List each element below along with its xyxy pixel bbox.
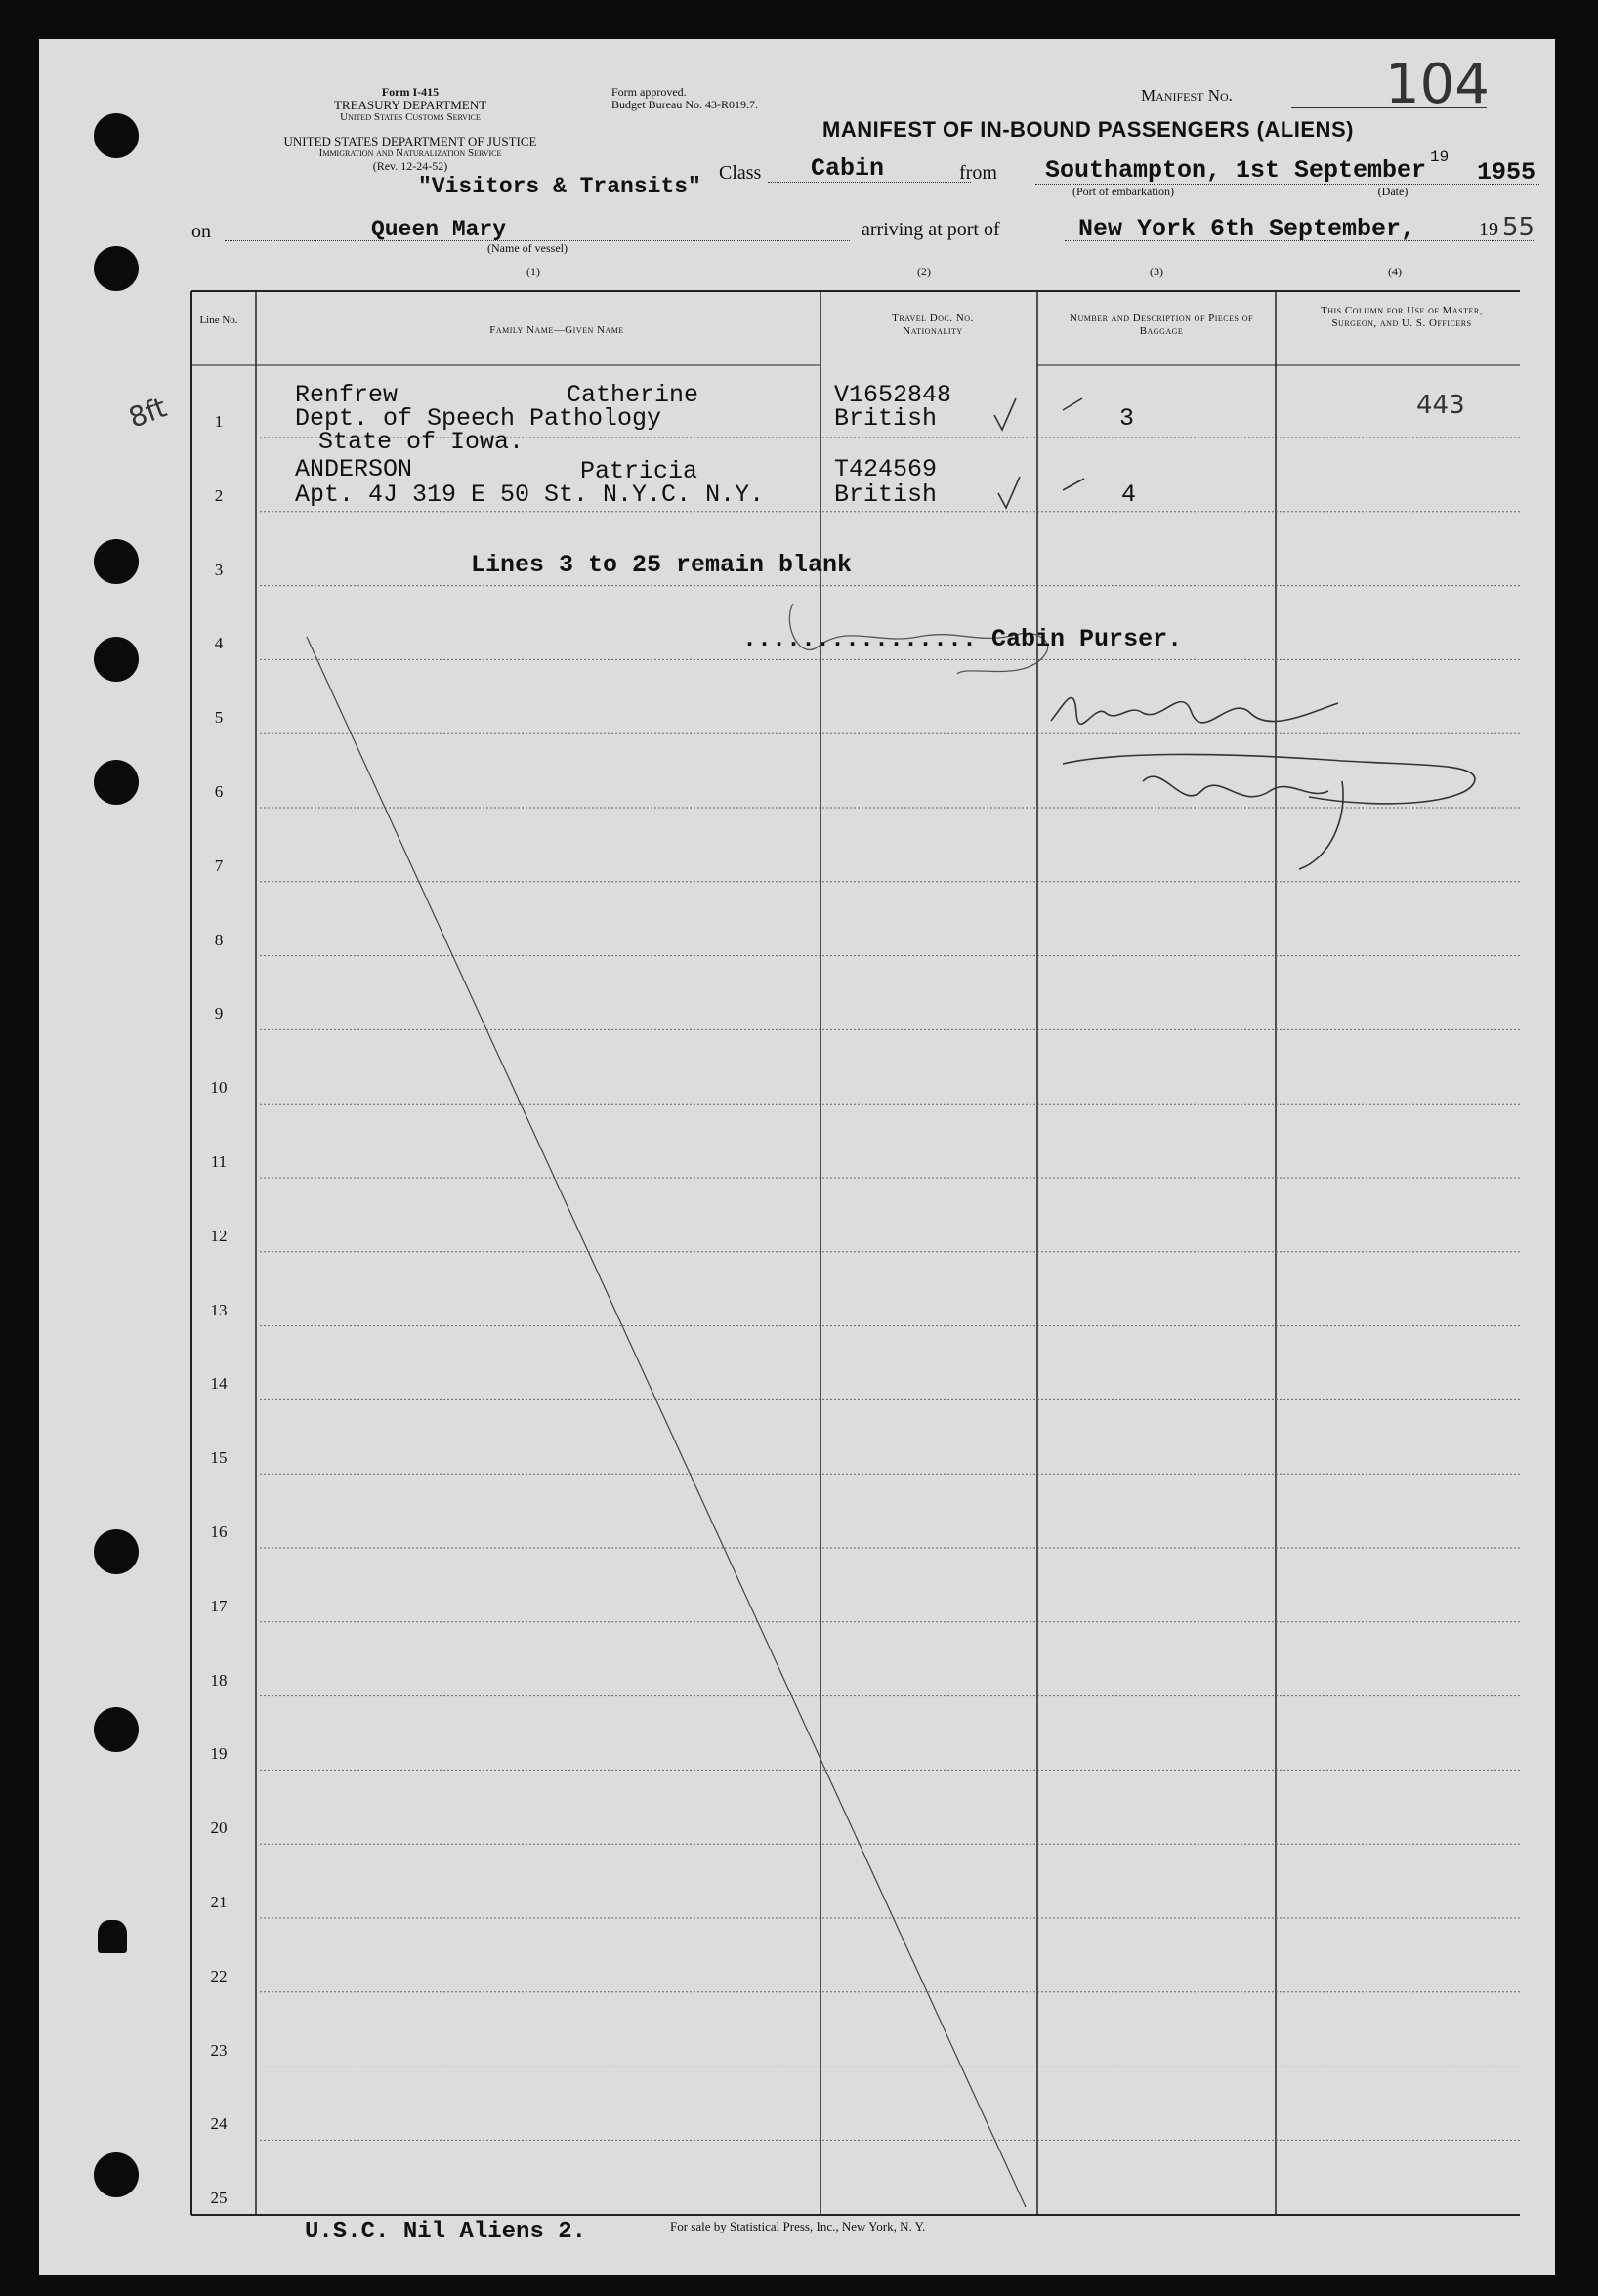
col-num-3: (3) [1150,265,1163,278]
printer-note: For sale by Statistical Press, Inc., New York, N. Y. [670,2219,926,2233]
line-number: 23 [210,2040,228,2060]
entry-1-address1: Dept. of Speech Pathology [295,404,662,433]
entry-2-given: Patricia [580,457,698,485]
vessel-name: Queen Mary [371,217,507,242]
manifest-title: MANIFEST OF IN-BOUND PASSENGERS (ALIENS) [822,117,1354,142]
manifest-sheet [39,39,1555,2275]
line-number: 16 [210,1523,228,1541]
line-number: 10 [210,1078,228,1098]
cabin-purser: ................ Cabin Purser. [742,625,1183,653]
arrival-value: New York 6th September, [1078,215,1416,243]
customs-service: United States Customs Service [340,111,481,123]
name-col-header: Family Name—Given Name [489,324,624,336]
arriving-label: arriving at port of [862,219,1000,240]
diagonal-strike-line [307,637,1026,2207]
line-number: 12 [210,1226,228,1245]
line-number: 22 [210,1966,228,1985]
line-number: 4 [214,634,224,653]
arrival-year: 55 [1502,213,1535,242]
from-label: from [959,162,997,184]
entry-2-baggage: 4 [1121,480,1137,509]
entry-1-baggage: 3 [1119,404,1135,433]
checkmarks [994,398,1084,508]
year-prefix: 19 [1430,148,1450,166]
margin-mark: 8ft [124,391,171,435]
form-approved: Form approved. [611,85,687,99]
line-number: 9 [214,1004,224,1023]
entry-1-address2: State of Iowa. [318,428,525,456]
manifest-number: 104 [1385,53,1490,116]
port-value: Southampton, 1st September [1045,156,1427,185]
line-number: 11 [210,1152,228,1171]
manifest-no-label: Manifest No. [1141,86,1233,104]
entry-1-nationality: British [834,404,938,433]
revision: (Rev. 12-24-52) [372,159,448,173]
treasury-dept: TREASURY DEPARTMENT [333,98,487,112]
line-number: 1 [214,412,224,431]
col-num-1: (1) [526,265,540,278]
line-number: 17 [210,1596,228,1615]
officer-signature [1051,698,1475,869]
vessel-caption: (Name of vessel) [487,241,568,255]
form-number: Form I-415 [381,85,440,99]
entry-2-surname: ANDERSON [295,455,413,483]
entry-1-surname: Renfrew [295,381,399,409]
entry-2-doc: T424569 [834,455,938,483]
col-num-4: (4) [1388,265,1402,278]
entry-2-nationality: British [834,480,938,509]
line-number: 15 [210,1448,228,1468]
line-number: 6 [214,782,224,801]
line-no-header: Line No. [199,314,238,326]
year-value: 1955 [1477,158,1536,187]
blank-lines-note: Lines 3 to 25 remain blank [471,551,853,579]
class-label: Class [719,162,762,184]
justice-dept: UNITED STATES DEPARTMENT OF JUSTICE [283,134,537,148]
entry-2-address1: Apt. 4J 319 E 50 St. N.Y.C. N.Y. [295,480,765,509]
manifest-table-grid [39,39,1555,2275]
visitors-transits: "Visitors & Transits" [418,174,701,199]
line-number: 14 [210,1374,228,1394]
line-number: 3 [214,560,224,579]
date-caption: (Date) [1377,185,1409,198]
baggage-col-header: Number and Description of Pieces of Baggage [1070,313,1253,337]
line-number: 20 [210,1818,228,1838]
line-number: 5 [214,708,224,728]
line-number: 21 [210,1893,228,1911]
travel-col-header: Travel Doc. No. Nationality [892,313,974,337]
line-number: 19 [210,1744,228,1764]
line-number: 13 [210,1300,228,1319]
officers-col-header: This Column for Use of Master, Surgeon, and U. S. Officers [1321,305,1483,329]
col-num-2: (2) [917,265,931,278]
entry-1-doc: V1652848 [834,381,952,409]
usc-aliens: U.S.C. Nil Aliens 2. [305,2219,587,2245]
arrival-year-prefix: 19 [1479,219,1498,240]
line-number: 24 [210,2114,228,2134]
line-number: 8 [214,930,224,949]
on-label: on [191,221,211,242]
port-caption: (Port of embarkation) [1072,185,1174,198]
line-number: 2 [214,485,224,505]
class-value: Cabin [811,154,885,183]
entry-1-given: Catherine [567,381,699,409]
entry-1-officer-mark: 443 [1416,391,1465,420]
line-number: 7 [214,856,224,875]
line-number: 25 [210,2189,228,2208]
line-number: 18 [210,1670,228,1690]
budget-bureau: Budget Bureau No. 43-R019.7. [611,98,758,111]
ins-service: Immigration and Naturalization Service [318,147,502,159]
